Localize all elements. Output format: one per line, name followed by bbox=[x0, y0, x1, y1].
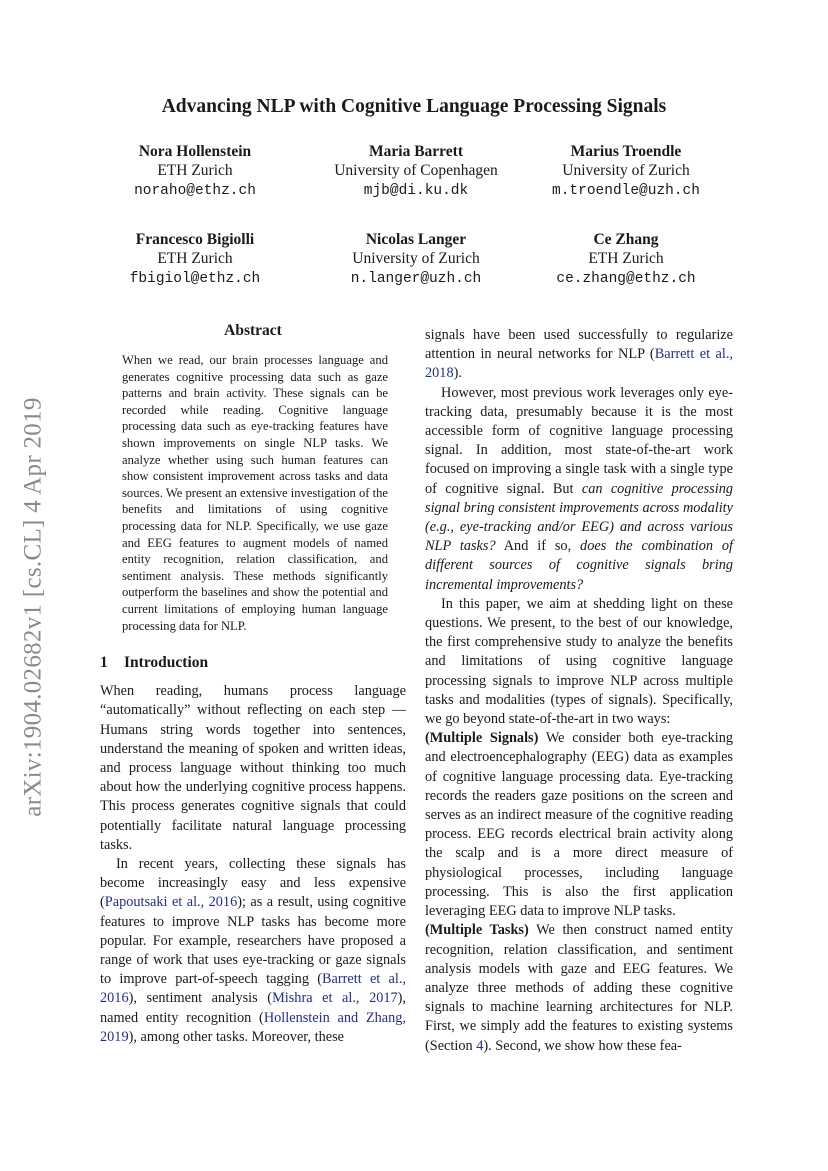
section-number: 1 bbox=[100, 654, 108, 672]
author-affiliation: ETH Zurich bbox=[157, 162, 233, 179]
intro-paragraph-2 bbox=[100, 855, 406, 1047]
citation-link[interactable]: Papoutsaki et al., 2016 bbox=[104, 894, 238, 911]
author-affiliation: University of Zurich bbox=[352, 250, 480, 267]
paragraph-text: ); as a result, using cognitive features to improve NLP tasks has become more popular. For example, researchers have proposed a range of work that uses eye-tracking or gaze signals to improve part-of-speech tagging ( bbox=[100, 894, 406, 988]
author-block bbox=[80, 230, 310, 289]
intro-paragraph-1: When reading, humans process language “automatically” without reflecting on each step — Humans string words together into sentences, understand the meaning of spoken and written ideas, and process language without thinking too much about how the underlying cognitive process happens. This process generates cognitive signals that could potentially facilitate natural language processing tasks. bbox=[100, 683, 406, 853]
paragraph-text: ), among other tasks. Moreover, these bbox=[128, 1028, 345, 1045]
paragraph-text: And if so, bbox=[495, 538, 581, 555]
paragraph-text: ), named entity recognition ( bbox=[100, 990, 407, 1026]
paragraph-text: ). bbox=[453, 365, 462, 382]
author-block bbox=[301, 230, 531, 289]
citation-link[interactable]: Hollenstein and Zhang, 2019 bbox=[100, 1009, 406, 1045]
author-block bbox=[80, 142, 310, 201]
right-paragraph-2 bbox=[425, 384, 733, 595]
section-title: Introduction bbox=[124, 654, 209, 672]
paragraph-lead: (Multiple Tasks) bbox=[425, 922, 529, 939]
author-name: Maria Barrett bbox=[369, 143, 463, 160]
author-email: fbigiol@ethz.ch bbox=[129, 271, 261, 287]
right-paragraph-1 bbox=[425, 326, 733, 384]
abstract-heading: Abstract bbox=[224, 322, 282, 339]
author-affiliation: ETH Zurich bbox=[588, 250, 664, 267]
paragraph-text: We then construct named entity recognition, relation classification, and sentiment analysis models with gaze and EEG features. We analyze three methods of adding these cognitive signals to machine learning architectures for NLP. First, we simply add the features to existing systems (Section bbox=[425, 922, 733, 1054]
abstract-text: When we read, our brain processes language and generates cognitive processing data such as gaze patterns and brain activity. These signals can be recorded while reading. Cognitive language processing data such as eye-tracking features have shown improvements on single NLP tasks. We analyze whether using such human features can show consistent improvement across tasks and data sources. We present an extensive investigation of the benefits and limitations of using cognitive processing data for NLP. Specifically, we use gaze and EEG features to augment models of named entity recognition, relation classification, and sentiment analysis. These methods significantly outperform the baselines and show the potential and current limitations of employing human language processing data for NLP. bbox=[122, 353, 388, 633]
author-name: Nicolas Langer bbox=[365, 231, 467, 248]
research-question-1: can cognitive processing signal bring consistent improvements across modality (e.g., eye-tracking and/or EEG) and across various NLP tasks? bbox=[425, 480, 733, 555]
author-name: Nora Hollenstein bbox=[138, 143, 252, 160]
author-email: ce.zhang@ethz.ch bbox=[556, 271, 696, 287]
section-heading-introduction bbox=[100, 654, 406, 672]
arxiv-identifier-stamp bbox=[14, 372, 54, 842]
author-email: m.troendle@uzh.ch bbox=[552, 183, 700, 199]
arxiv-identifier-text: arXiv:1904.02682v1 [cs.CL] 4 Apr 2019 bbox=[20, 397, 48, 817]
author-block bbox=[511, 230, 741, 289]
author-affiliation: ETH Zurich bbox=[157, 250, 233, 267]
right-paragraph-3: In this paper, we aim at shedding light on these questions. We present, to the best of our knowledge, the first comprehensive study to analyze the benefits and limitations of using cognitive language processing signals to improve NLP across multiple tasks and modalities (types of signals). Specifically, we go beyond state-of-the-art in two ways: bbox=[425, 595, 733, 728]
author-block bbox=[301, 142, 531, 201]
paragraph-text: In recent years, collecting these signals has become increasingly easy and less expensive ( bbox=[100, 855, 406, 911]
author-affiliation: University of Copenhagen bbox=[334, 162, 498, 179]
research-question-2: does the combination of different sources of cognitive signals bring incremental improvements? bbox=[425, 538, 734, 593]
citation-link[interactable]: Barrett et al., 2018 bbox=[425, 346, 733, 382]
author-email: mjb@di.ku.dk bbox=[363, 183, 469, 199]
author-email: noraho@ethz.ch bbox=[134, 183, 256, 199]
author-affiliation: University of Zurich bbox=[562, 162, 690, 179]
multiple-signals-paragraph bbox=[425, 729, 733, 921]
citation-link[interactable]: Barrett et al., 2016 bbox=[100, 971, 406, 1007]
citation-link[interactable]: Mishra et al., 2017 bbox=[272, 990, 398, 1007]
left-column bbox=[100, 322, 406, 1047]
section-reference-link[interactable]: 4 bbox=[476, 1037, 484, 1054]
author-block bbox=[511, 142, 741, 201]
paragraph-lead: (Multiple Signals) bbox=[425, 730, 539, 747]
multiple-tasks-paragraph bbox=[425, 921, 733, 1055]
paragraph-text: However, most previous work leverages only eye-tracking data, presumably because it is the most accessible form of cognitive language processing signal. In addition, most state-of-the-art work focused on improving a single task with a single type of cognitive signal. But bbox=[425, 384, 733, 497]
author-name: Ce Zhang bbox=[593, 231, 659, 248]
paragraph-text: We consider both eye-tracking and electroencephalography (EEG) data as examples of cognitive language processing data. Eye-tracking records the readers gaze positions on the screen and serves as an indirect measure of the cognitive reading process. EEG records electrical brain activity along the scalp and is a more direct measure of physiological processes, including language processing. This is also the first application leveraging EEG data to improve NLP tasks. bbox=[425, 730, 733, 920]
author-name: Francesco Bigiolli bbox=[135, 231, 255, 248]
paragraph-text: signals have been used successfully to regularize attention in neural networks for NLP ( bbox=[425, 327, 733, 363]
paper-title: Advancing NLP with Cognitive Language Processing Signals bbox=[161, 96, 667, 117]
paragraph-text: ). Second, we show how these fea- bbox=[483, 1037, 682, 1054]
paragraph-text: ), sentiment analysis ( bbox=[128, 990, 273, 1007]
author-email: n.langer@uzh.ch bbox=[350, 271, 482, 287]
right-column bbox=[425, 326, 733, 1056]
author-name: Marius Troendle bbox=[570, 143, 682, 160]
